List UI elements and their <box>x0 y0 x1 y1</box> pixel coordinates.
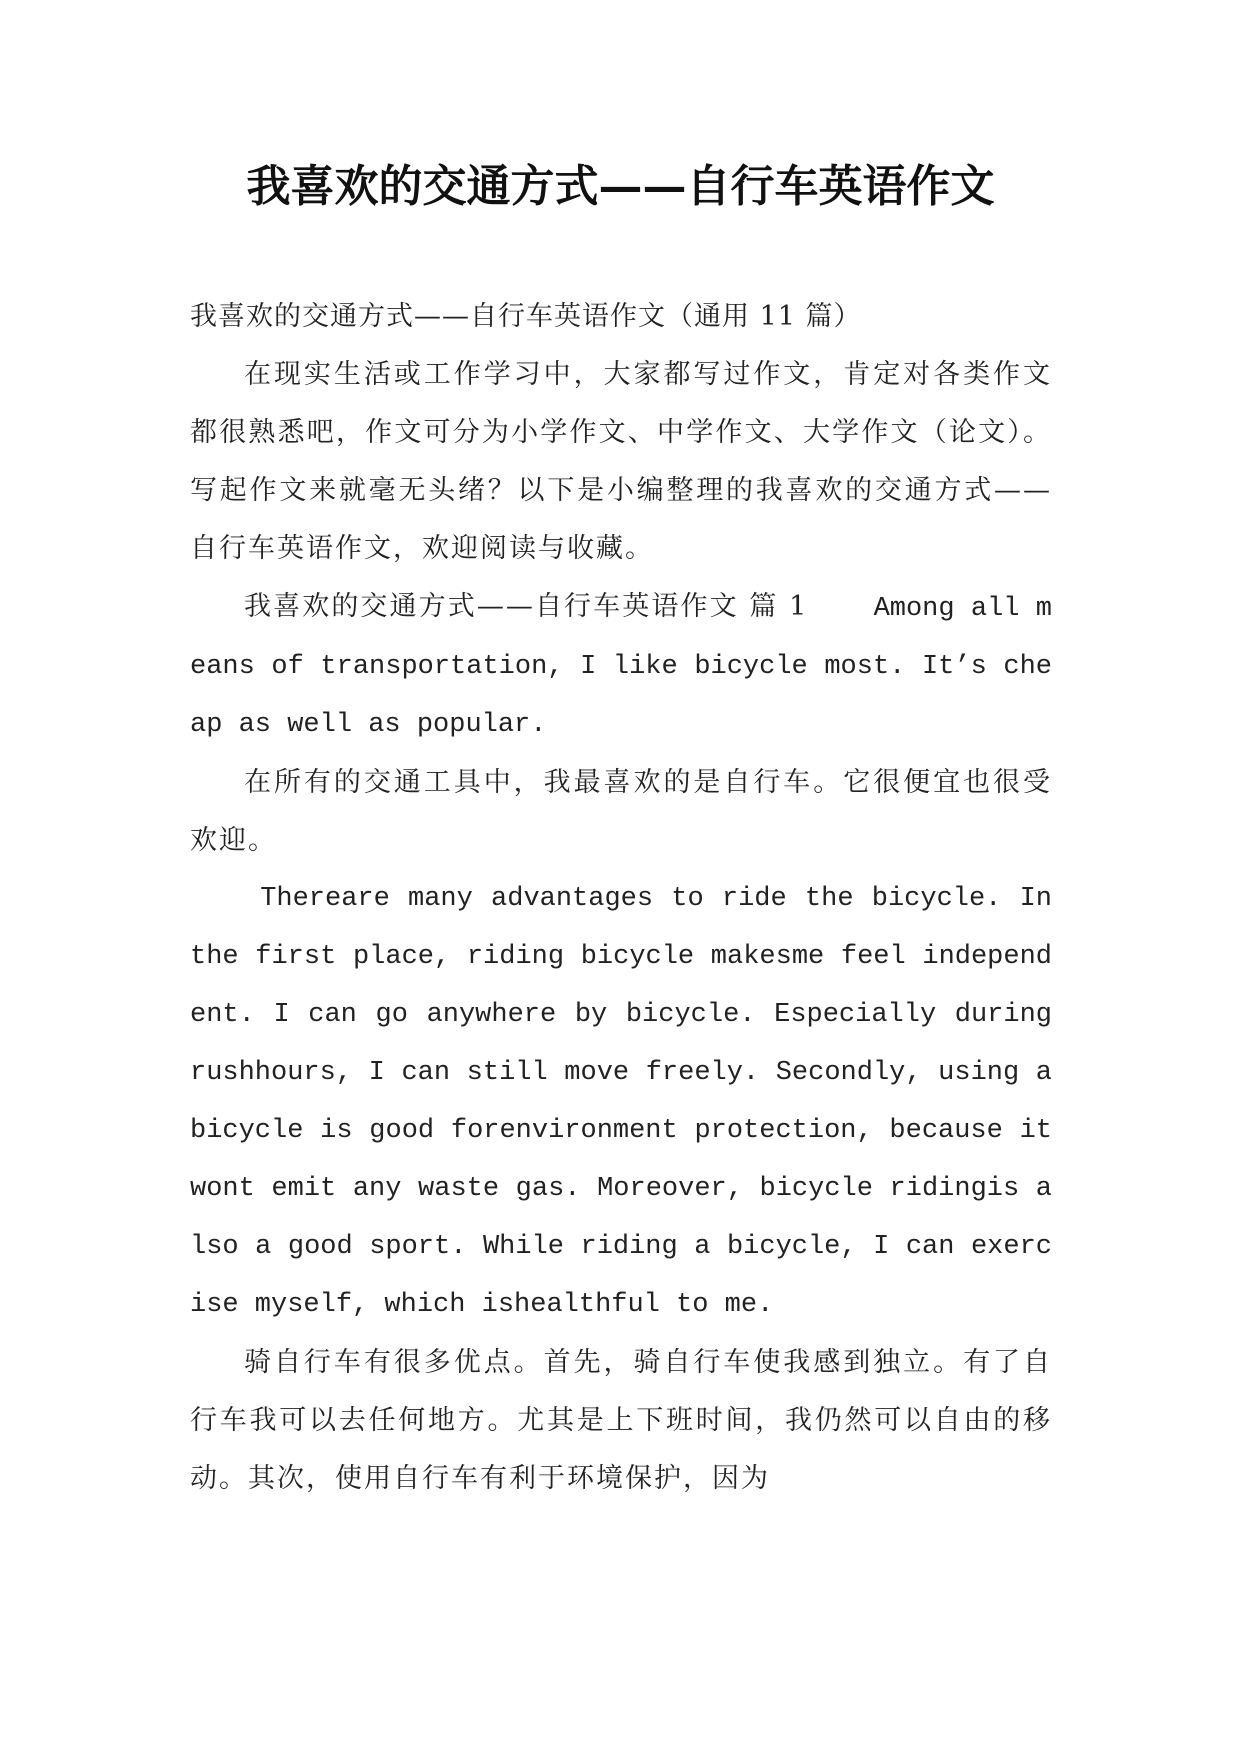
document-body <box>190 288 1052 1508</box>
paragraph-2-english: Thereare many advantages to ride the bicycle. In the first place, riding bicycle makesme feel independent. I can go anywhere by bicycle. Especially during rushhours, I can still move freely. Secondly, using a bicycle is good forenvironment protection, because it wont emit any waste gas. Moreover, bicycle ridingis also a good sport. While riding a bicycle, I can exercise myself, which ishealthful to me. <box>190 884 1052 1320</box>
paragraph-2-chinese: 骑自行车有很多优点。首先，骑自行车使我感到独立。有了自行车我可以去任何地方。尤其是上下班时间，我仍然可以自由的移动。其次，使用自行车有利于环境保护，因为 <box>190 1347 1052 1494</box>
document-subtitle: 我喜欢的交通方式——自行车英语作文（通用 11 篇） <box>190 301 862 332</box>
intro-paragraph: 在现实生活或工作学习中，大家都写过作文，肯定对各类作文都很熟悉吧，作文可分为小学作文、中学作文、大学作文（论文）。写起作文来就毫无头绪？以下是小编整理的我喜欢的交通方式——自行车英语作文，欢迎阅读与收藏。 <box>190 359 1052 564</box>
document-title: 我喜欢的交通方式——自行车英语作文 <box>246 161 995 212</box>
section-1-heading: 我喜欢的交通方式——自行车英语作文 篇 1 <box>244 591 809 622</box>
paragraph-1-english: Among all means of transportation, I like bicycle most. It’s cheap as well as popular. <box>190 594 1053 740</box>
paragraph-1-chinese: 在所有的交通工具中，我最喜欢的是自行车。它很便宜也很受欢迎。 <box>190 767 1052 856</box>
section-1-paragraph <box>190 578 1052 754</box>
